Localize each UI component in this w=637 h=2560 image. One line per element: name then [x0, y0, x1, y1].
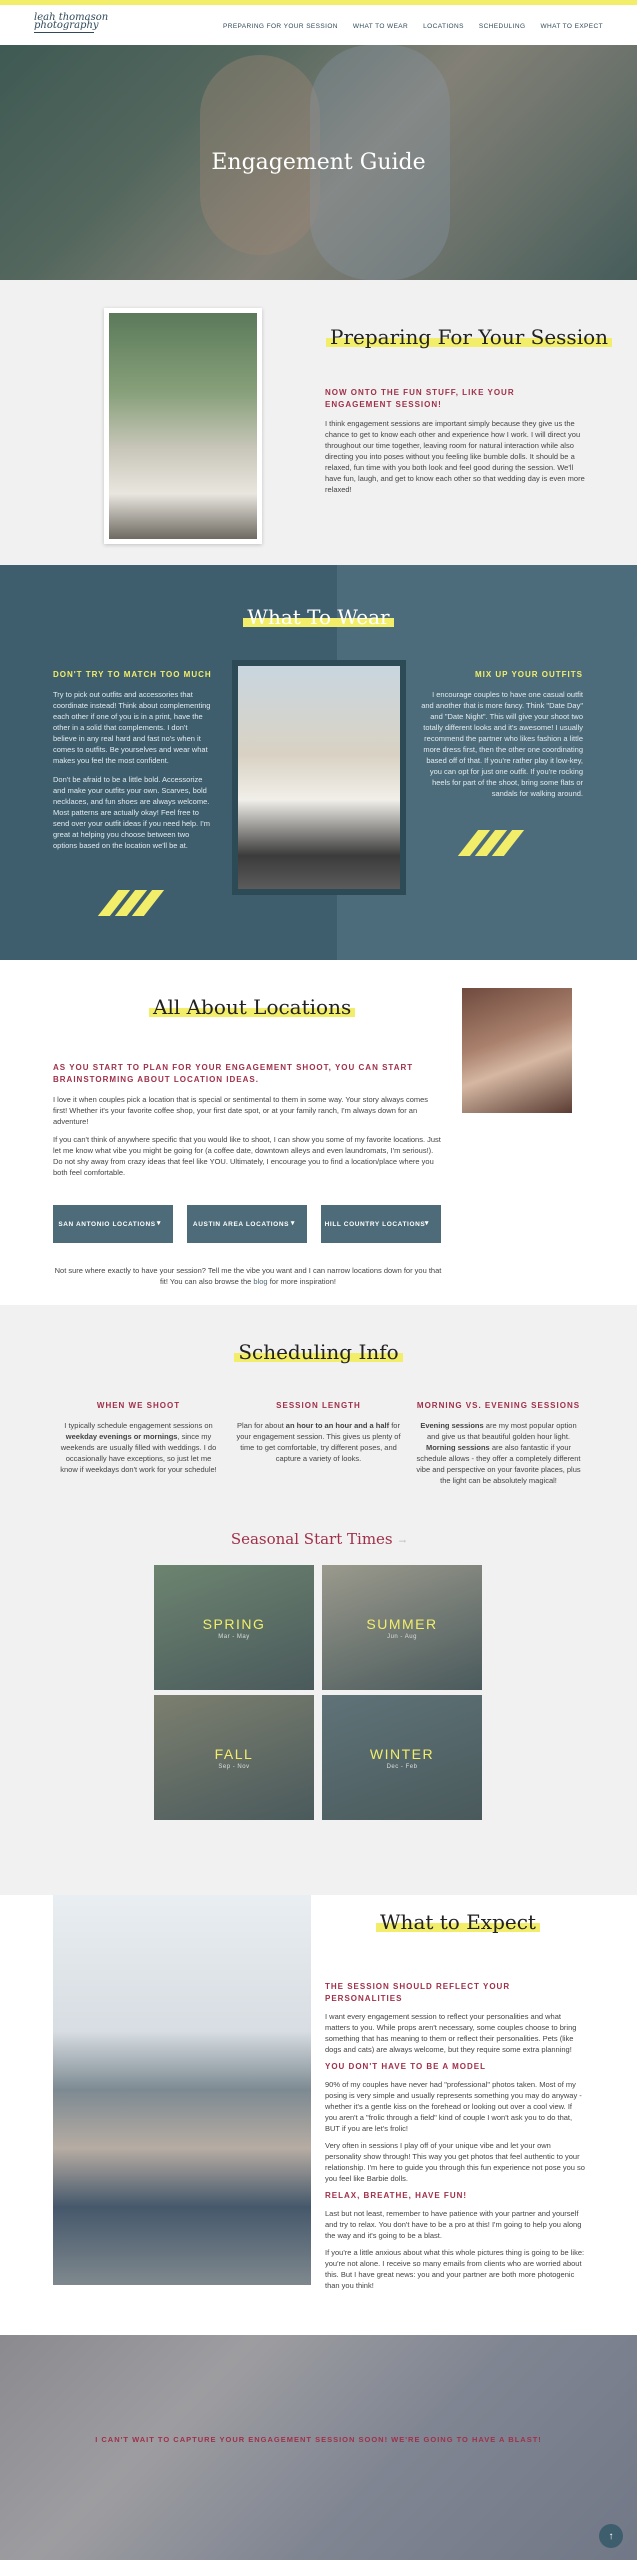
col-title: SESSION LENGTH	[276, 1401, 361, 1410]
chevron-down-icon: ▾	[290, 1220, 295, 1227]
note-text: Not sure where exactly to have your session? Tell me the vibe you want and I can narrow locations down for you that fit! You can also browse the	[54, 1266, 442, 1286]
col-body: I typically schedule engagement sessions on weekday evenings or mornings, since my weekends are usually filled with weddings. I do occasionally have exceptions, so just let me know if weekdays don't work for your schedule!	[60, 1421, 217, 1474]
decor-stripes-left	[108, 890, 154, 916]
col-title: MORNING VS. EVENING SESSIONS	[416, 1401, 581, 1410]
closing-message: I CAN'T WAIT TO CAPTURE YOUR ENGAGEMENT SESSION SOON! WE'RE GOING TO HAVE A BLAST!	[95, 2435, 542, 2444]
season-months: Mar - May	[218, 1633, 250, 1640]
preparing-photo	[104, 308, 262, 544]
season-name: WINTER	[369, 1745, 435, 1762]
wear-right-column	[420, 669, 583, 799]
expect-p4: Last but not least, remember to have patience with your partner and yourself and try to relax. You don't have to be a pro at this! I'm going to help you along the way and it's going to be a blast.	[325, 2209, 582, 2240]
locations-p2: If you can't think of anywhere specific that you would like to shoot, I can show you some of my favorite locations. Just let me know what vibe you might be going for (a coffee date, downtown alleys and even laundromats, I'm serious!). Do not shy away from crazy ideas that feel like YOU. Ultimately, I encourage you to find a location/place where you both feel comfortable.	[53, 1135, 441, 1177]
nav-locations[interactable]: LOCATIONS	[423, 23, 464, 30]
button-label: AUSTIN AREA LOCATIONS	[192, 1220, 290, 1228]
expect-eyebrow-1: THE SESSION SHOULD REFLECT YOUR PERSONALITIES	[325, 1982, 511, 2003]
hill-country-locations-button[interactable]	[321, 1205, 441, 1243]
morning-vs-evening-column	[416, 1400, 581, 1486]
season-name: FALL	[214, 1745, 254, 1762]
locations-section	[0, 960, 637, 1305]
scroll-to-top-button[interactable]	[599, 2524, 623, 2548]
nav-what-to-expect[interactable]: WHAT TO EXPECT	[540, 23, 603, 30]
preparing-title-wrap	[330, 325, 608, 349]
expect-eyebrow-3: RELAX, BREATHE, HAVE FUN!	[325, 2191, 468, 2200]
location-buttons	[53, 1205, 441, 1243]
button-label: HILL COUNTRY LOCATIONS	[324, 1220, 426, 1228]
expect-title-wrap	[380, 1910, 536, 1934]
expect-p1: I want every engagement session to reflect your personalities and what matters to you. While props aren't necessary, some couples choose to bring something that has meaning to them or reflect their personalities. Pets (like dogs and cats) are always welcome, but they require some extra planning!	[325, 2012, 577, 2054]
locations-title-wrap	[153, 995, 351, 1019]
locations-note	[53, 1265, 443, 1287]
expect-p3: Very often in sessions I play off of your unique vibe and let your own personality show through! This way you get photos that feel authentic to your relationship. I'm here to guide you through this fun experience not pose you so you feel like Barbie dolls.	[325, 2141, 585, 2183]
chevron-down-icon: ▾	[424, 1220, 429, 1227]
wear-photo	[232, 660, 406, 895]
wear-right-eyebrow: MIX UP YOUR OUTFITS	[474, 670, 583, 679]
wear-right-p: I encourage couples to have one casual outfit and another that is more fancy. Think "Date Day" and "Date Night". This will give your shoot two totally different looks and it's awesome! I usually recommend the partner who likes fashion a little more dress first, then the other one coordinating based off of that. If you're rather play it low-key, you can opt for just one outfit. If you're rocking heels for part of the shoot, bring some flats or sandals for walking around.	[421, 690, 583, 798]
logo-line-2: photography	[34, 20, 99, 31]
expect-title: What to Expect	[380, 1910, 536, 1934]
season-tile-summer[interactable]	[322, 1565, 482, 1690]
button-label: SAN ANTONIO LOCATIONS	[58, 1220, 156, 1228]
locations-photo	[462, 988, 572, 1113]
preparing-title: Preparing For Your Session	[330, 325, 609, 349]
season-name: SUMMER	[366, 1615, 438, 1632]
arrow-up-icon: ↑	[608, 2530, 614, 2542]
austin-area-locations-button[interactable]	[187, 1205, 307, 1243]
logo-underline	[34, 32, 94, 33]
locations-title: All About Locations	[153, 995, 352, 1019]
wear-title-wrap	[0, 605, 637, 629]
main-nav	[223, 23, 603, 30]
nav-preparing[interactable]: PREPARING FOR YOUR SESSION	[222, 23, 338, 30]
expect-photo	[53, 1895, 311, 2285]
season-tile-spring[interactable]	[154, 1565, 314, 1690]
arrow-right-icon: →	[398, 1537, 407, 1547]
preparing-section	[0, 280, 637, 565]
wear-left-p2: Don't be afraid to be a little bold. Accessorize and make your outfits your own. Scarves, bold necklaces, and fun shoes are always welcome. Most patterns are actually okay! Feel free to send over your outfit ideas if you need help. I'm great at helping you choose between two options based on the location we'll be at.	[53, 775, 210, 850]
col-body: Evening sessions are my most popular option and give us that beautiful golden hour light. Morning sessions are also fantastic if your schedule allows - they offer a completely different vibe and perspective on your favorite places, plus the light can be absolutely magical!	[416, 1421, 581, 1485]
wear-left-eyebrow: DON'T TRY TO MATCH TOO MUCH	[53, 670, 212, 679]
site-header	[0, 5, 637, 45]
season-tile-fall[interactable]	[154, 1695, 314, 1820]
blog-link[interactable]: blog	[253, 1277, 268, 1286]
preparing-body: I think engagement sessions are important simply because they give us the chance to get to know each other and experience how I work. I will direct you throughout our time together, leaving room for natural interaction while also directing you into poses without you feeling like bumble dolls. It should be a relaxed, fun time with you both look and feel good during the session. We'll have fun, laugh, and get to know each other so that wedding day is even more relaxed!	[325, 419, 585, 494]
session-length-column	[236, 1400, 401, 1464]
scheduling-title-wrap	[0, 1340, 637, 1364]
wear-left-p1: Try to pick out outfits and accessories that coordinate instead! Think about complementing each other if one of you is in a print, have the other in a solid that complements. I don't believe in any real hard and fast no's when it comes to outfits. Be yourselves and wear what makes you feel the most confident.	[53, 690, 211, 765]
expect-p2: 90% of my couples have never had "professional" photos taken. Most of my posing is very simple and usually represents something you may do anyway - whether it's a gentle kiss on the forehead or looking out over a cool view. If you aren't a "frolic through a field" kind of couple I won't ask you to do that, BUT if you are let's frolic!	[325, 2080, 582, 2133]
col-title: WHEN WE SHOOT	[96, 1401, 181, 1410]
season-tile-winter[interactable]	[322, 1695, 482, 1820]
expect-p5: If you're a little anxious about what this whole pictures thing is going to be like: you're not alone. I receive so many emails from clients who are worried about this. But I have great news: you and your partner are both more photogenic than you think!	[325, 2248, 585, 2290]
locations-p1: I love it when couples pick a location that is special or sentimental to them in some way. Your story always comes first! Whether it's your favorite coffee shop, your first date spot, or at your family ranch, I'm always down for an adventure!	[53, 1095, 429, 1126]
season-name: SPRING	[202, 1615, 266, 1632]
scheduling-title: Scheduling Info	[238, 1340, 399, 1364]
locations-eyebrow: AS YOU START TO PLAN FOR YOUR ENGAGEMENT SHOOT, YOU CAN START BRAINSTORMING ABOUT LOCATION IDEAS.	[53, 1063, 414, 1084]
hero-title: Engagement Guide	[211, 150, 426, 175]
hero-banner	[0, 45, 637, 280]
expect-eyebrow-2: YOU DON'T HAVE TO BE A MODEL	[325, 2062, 487, 2071]
season-months: Dec - Feb	[386, 1763, 418, 1770]
scheduling-section	[0, 1305, 637, 1895]
san-antonio-locations-button[interactable]	[53, 1205, 173, 1243]
note-text: for more inspiration!	[267, 1277, 336, 1286]
banner-overlay	[0, 2335, 637, 2560]
closing-banner	[0, 2335, 637, 2560]
when-we-shoot-column	[56, 1400, 221, 1475]
logo-line-1: leah thomason	[34, 12, 109, 23]
decor-stripes-right	[468, 830, 514, 856]
seasonal-start-times-title	[0, 1530, 637, 1548]
site-logo[interactable]	[34, 14, 108, 33]
what-to-wear-section	[0, 565, 637, 960]
season-heading: Seasonal Start Times	[230, 1530, 393, 1548]
what-to-expect-section	[0, 1895, 637, 2335]
col-body: Plan for about an hour to an hour and a half for your engagement session. This gives us plenty of time to get comfortable, try different poses, and capture a variety of looks.	[236, 1421, 401, 1463]
preparing-eyebrow: NOW ONTO THE FUN STUFF, LIKE YOUR ENGAGEMENT SESSION!	[325, 388, 515, 409]
wear-left-column	[53, 669, 213, 851]
nav-scheduling[interactable]: SCHEDULING	[478, 23, 526, 30]
chevron-down-icon: ▾	[156, 1220, 161, 1227]
season-months: Sep - Nov	[218, 1763, 250, 1770]
nav-what-to-wear[interactable]: WHAT TO WEAR	[352, 23, 409, 30]
wear-title: What To Wear	[247, 605, 390, 629]
expect-content	[325, 1975, 585, 2291]
season-months: Jun - Aug	[387, 1633, 417, 1640]
